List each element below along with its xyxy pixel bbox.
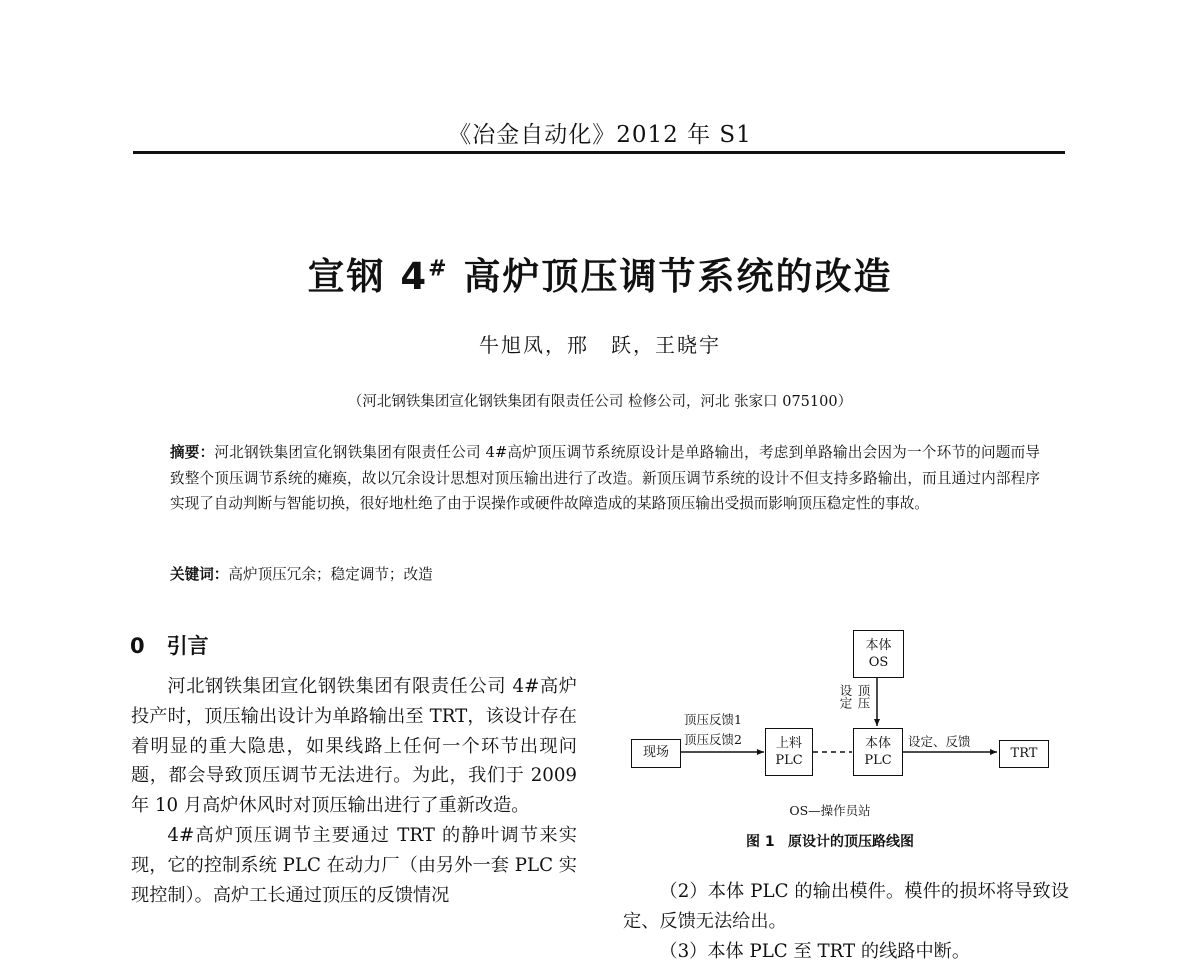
keywords-label: 关键词： (170, 566, 229, 583)
body-os-box (853, 630, 904, 678)
journal-header: 《冶金自动化》2012 年 S1 (448, 122, 752, 148)
abstract-text: 河北钢铁集团宣化钢铁集团有限责任公司 4#高炉顶压调节系统原设计是单路输出，考虑到单路输出会因为一个环节的问题而导致整个顶压调节系统的瘫痪，故以冗余设计思想对顶压输出进行了改造。新顶压调节系统的设计不但支持多路输出，而且通过内部程序实现了自动判断与智能切换，很好地杜绝了由于误操作或硬件故障造成的某路顶压输出受损而影响顶压稳定性的事故。 (170, 444, 1040, 512)
feedback-label-2: 顶压反馈2 (684, 732, 742, 747)
box-label: OS (868, 655, 889, 670)
figure-caption (620, 831, 1040, 851)
box-label: PLC (864, 753, 892, 768)
title-main: 宣钢 4 (307, 255, 429, 298)
abstract-label: 摘要： (170, 444, 215, 461)
box-label: 上料 (775, 736, 802, 751)
trt-box (999, 740, 1049, 768)
setpoint-text: 顶压 (856, 684, 871, 709)
paragraph: 河北钢铁集团宣化钢铁集团有限责任公司 4#高炉投产时，顶压输出设计为单路输出至 TRT，该设计存在着明显的重大隐患，如果线路上任何一个环节出现问题，都会导致顶压调节无法进行。为此，我们于 2009 年 10 月高炉休风时对顶压输出进行了重新改造。 (131, 676, 577, 817)
figure-legend: OS—操作员站 (789, 803, 871, 818)
authors: 牛旭凤，邢 跃，王晓宇 (479, 333, 721, 357)
setpoint-text: 设定 (838, 684, 853, 709)
field-box (631, 739, 681, 768)
keywords-text: 高炉顶压冗余；稳定调节；改造 (228, 566, 433, 583)
paragraph: 4#高炉顶压调节主要通过 TRT 的静叶调节来实现，它的控制系统 PLC 在动力厂（由另外一套 PLC 实现控制）。高炉工长通过顶压的反馈情况 (131, 824, 577, 906)
feedback-label-1: 顶压反馈1 (684, 712, 742, 727)
box-label: PLC (775, 753, 803, 768)
setpoint-label-col1 (838, 684, 853, 712)
feed-plc-box (765, 728, 813, 776)
section-title: 引言 (166, 634, 209, 658)
box-label: 本体 (864, 736, 891, 751)
title-superscript: # (428, 256, 449, 282)
caption-number: 图 1 (746, 834, 775, 850)
body-plc-box (853, 728, 903, 776)
affiliation: （河北钢铁集团宣化钢铁集团有限责任公司 检修公司，河北 张家口 075100） (347, 394, 853, 410)
setpoint-label-col2 (856, 684, 871, 712)
set-feedback-label: 设定、反馈 (908, 734, 971, 749)
section-number: 0 (130, 634, 145, 658)
paragraph: （2）本体 PLC 的输出模件。模件的损坏将导致设定、反馈无法给出。 (623, 881, 1069, 932)
box-label: 本体 (865, 638, 892, 653)
box-label: TRT (1010, 746, 1038, 761)
caption-text: 原设计的顶压路线图 (787, 834, 914, 850)
title-rest: 高炉顶压调节系统的改造 (448, 255, 893, 298)
paragraph: （3）本体 PLC 至 TRT 的线路中断。 (659, 940, 971, 962)
box-label: 现场 (642, 745, 669, 760)
